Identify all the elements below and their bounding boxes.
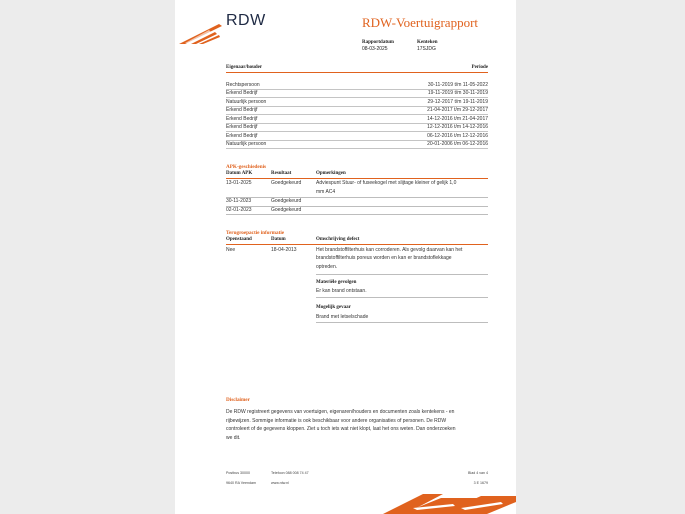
recall-status-header: Openstaand xyxy=(226,237,252,242)
report-date-label: Rapportdatum xyxy=(362,40,394,45)
apk-date-header: Datum APK xyxy=(226,171,253,176)
footer-contact xyxy=(271,468,309,488)
footer-address-line2: 9640 RA Veendam xyxy=(226,481,256,485)
period-header: Periode xyxy=(471,65,488,70)
owners-header: Eigenaar/houder xyxy=(226,65,263,70)
owner-period: 29-12-2017 t/m 19-11-2019 xyxy=(427,98,488,105)
row-divider xyxy=(226,206,488,207)
recall-description: Het brandstoffilterhuis kan corroderen. Als gevolg daarvan kan het xyxy=(316,246,463,253)
danger-title: Mogelijk gevaar xyxy=(316,305,351,310)
disclaimer-line: we dit. xyxy=(226,435,241,442)
owner-type: Erkend Bedrijf xyxy=(226,90,258,96)
report-date xyxy=(362,39,394,53)
owner-period: 14-12-2016 t/m 21-04-2017 xyxy=(427,115,488,122)
owner-type: Rechtspersoon xyxy=(226,81,260,88)
owner-period: 21-04-2017 t/m 29-12-2017 xyxy=(427,107,488,113)
license-plate-label: Kenteken xyxy=(417,40,438,45)
row-divider xyxy=(316,274,488,275)
danger-text: Brand met letselschade xyxy=(316,313,369,320)
owner-period: 20-01-2006 t/m 06-12-2016 xyxy=(427,141,488,147)
report-date-value: 08-03-2025 xyxy=(362,46,388,52)
brand-name: RDW xyxy=(226,12,266,29)
license-plate xyxy=(417,39,438,53)
recall-section-title: Terugroepactie informatie xyxy=(226,230,285,236)
recall-description-line2: brandstoffilterhuis poreus worden en kan er brandstoflekkage xyxy=(316,255,452,262)
recall-date: 18-04-2013 xyxy=(271,246,297,253)
recall-desc-header: Omschrijving defect xyxy=(316,237,360,242)
row-divider xyxy=(316,322,488,323)
disclaimer-line: rijbewijzen. Sommige informatie is ook beschikbaar voor andere organisaties of personen. De RDW xyxy=(226,417,447,424)
disclaimer-line: De RDW registreert gegevens van voertuigen, eigenaren/houders en documenten zoals kentekens - en xyxy=(226,409,455,415)
document-title: RDW-Voertuigrapport xyxy=(362,15,479,30)
apk-result-header: Resultaat xyxy=(271,171,292,176)
footer-page-number: Blad 4 van 4 xyxy=(468,471,488,475)
report-page xyxy=(175,0,516,514)
recall-description-line3: optreden. xyxy=(316,263,338,270)
table-row xyxy=(226,140,488,150)
rdw-logo-icon xyxy=(179,22,223,46)
owner-period: 06-12-2016 t/m 12-12-2016 xyxy=(427,132,488,139)
owner-period: 19-11-2019 t/m 30-11-2019 xyxy=(427,90,488,96)
owner-type: Natuurlijk persoon xyxy=(226,98,267,105)
recall-status: Nee xyxy=(226,246,236,253)
decorative-stripes-icon xyxy=(383,490,516,514)
footer-document-code: 3 E 1679 xyxy=(473,481,488,485)
footer-website: www.rdw.nl xyxy=(271,481,289,485)
footer-address xyxy=(226,468,256,488)
apk-section-title: APK-geschiedenis xyxy=(226,164,267,170)
owner-type: Erkend Bedrijf xyxy=(226,107,258,113)
apk-result: Goedgekeurd xyxy=(271,198,302,204)
footer-page-info xyxy=(468,468,488,488)
row-divider xyxy=(226,214,488,215)
owner-type: Natuurlijk persoon xyxy=(226,141,267,147)
apk-remark-cont: mm AC4 xyxy=(316,188,336,195)
owner-period: 30-11-2019 t/m 11-05-2022 xyxy=(427,81,488,88)
owner-type: Erkend Bedrijf xyxy=(226,124,258,130)
recall-date-header: Datum xyxy=(271,237,286,242)
apk-date: 02-01-2023 xyxy=(226,206,252,213)
apk-date: 13-01-2025 xyxy=(226,180,252,186)
disclaimer-title: Disclaimer xyxy=(226,397,250,403)
row-divider xyxy=(226,197,488,198)
apk-date: 30-11-2023 xyxy=(226,198,252,204)
row-divider xyxy=(316,297,488,298)
apk-remark: Adviespunt Stuur- of fuseekogel met slijtage kleiner of gelijk 1,0 xyxy=(316,180,457,186)
owner-period: 12-12-2016 t/m 14-12-2016 xyxy=(427,124,488,130)
footer-address-line1: Postbus 30000 xyxy=(226,471,250,475)
disclaimer-line: controleert of de gegevens kloppen. Ziet u toch iets wat niet klopt, laat het ons weten. Dan onderzoeken xyxy=(226,426,456,433)
owner-type: Erkend Bedrijf xyxy=(226,115,258,122)
apk-result: Goedgekeurd xyxy=(271,206,302,213)
apk-remarks-header: Opmerkingen xyxy=(316,171,346,176)
footer-phone: Telefoon 088 008 74 47 xyxy=(271,471,309,475)
consequences-title: Materiële gevolgen xyxy=(316,280,357,285)
apk-result: Goedgekeurd xyxy=(271,180,302,186)
consequences-text: Er kan brand ontstaan. xyxy=(316,287,367,294)
owners-rule xyxy=(226,72,488,73)
license-plate-value: 17SJDG xyxy=(417,46,436,52)
owner-type: Erkend Bedrijf xyxy=(226,132,258,139)
